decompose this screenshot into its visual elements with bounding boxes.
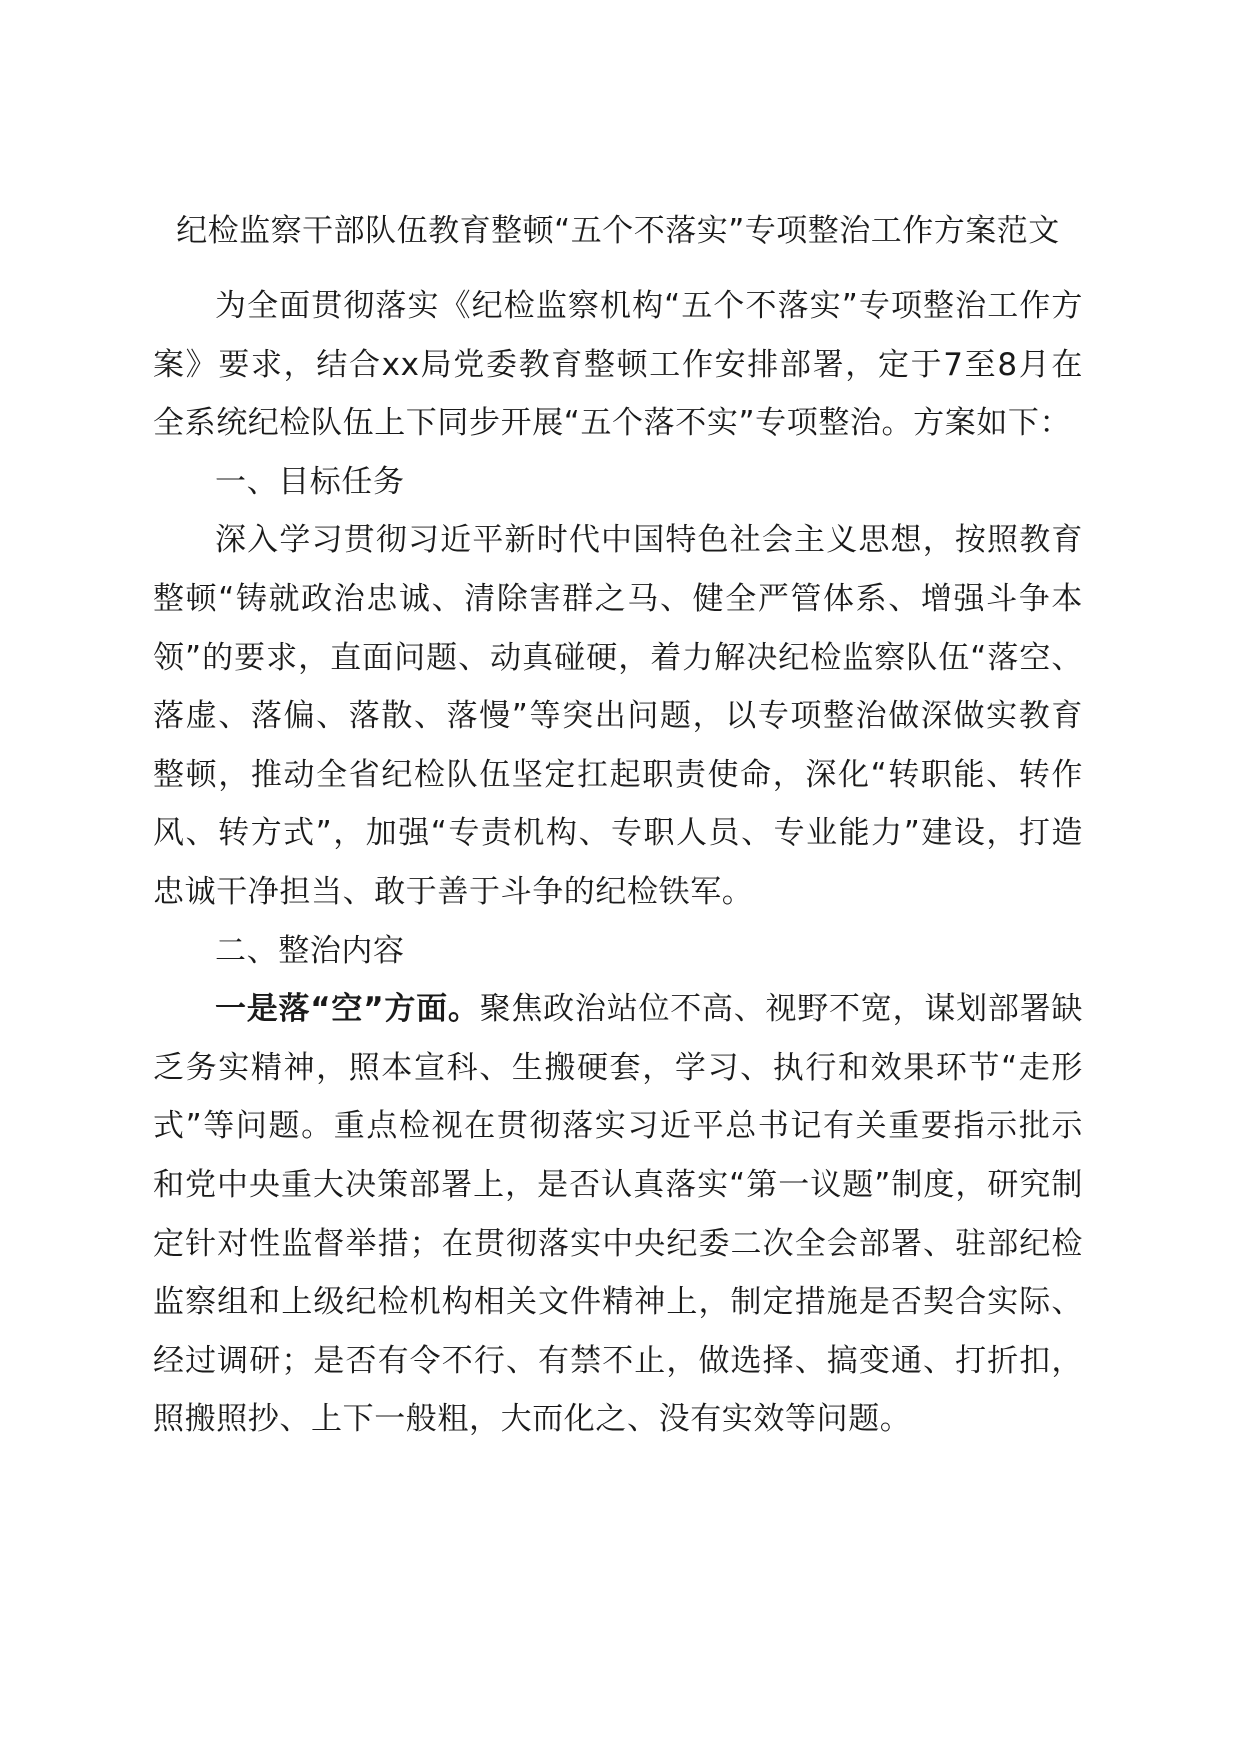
section-content-item-1 [153,980,1083,1449]
section-heading-content: 二、整治内容 [215,932,405,969]
section-goals-paragraph: 深入学习贯彻习近平新时代中国特色社会主义思想，按照教育整顿“铸就政治忠诚、清除害群之马、健全严管体系、增强斗争本领”的要求，直面问题、动真碰硬，着力解决纪检监察队伍“落空、落虚、落偏、落散、落慢”等突出问题，以专项整治做深做实教育整顿，推动全省纪检队伍坚定扛起职责使命，深化“转职能、转作风、转方式”，加强“专责机构、专职人员、专业能力”建设，打造忠诚干净担当、敢于善于斗争的纪检铁军。 [153,522,1083,910]
item-1-lead: 一是落“空”方面。 [215,991,480,1028]
document-page [153,205,1083,1449]
intro-paragraph: 为全面贯彻落实《纪检监察机构“五个不落实”专项整治工作方案》要求，结合xx局党委教育整顿工作安排部署，定于7至8月在全系统纪检队伍上下同步开展“五个落不实”专项整治。方案如下： [153,288,1083,442]
section-heading-goals: 一、目标任务 [215,463,405,500]
item-1-body: 聚焦政治站位不高、视野不宽，谋划部署缺乏务实精神，照本宣科、生搬硬套，学习、执行和效果环节“走形式”等问题。重点检视在贯彻落实习近平总书记有关重要指示批示和党中央重大决策部署上，是否认真落实“第一议题”制度，研究制定针对性监督举措；在贯彻落实中央纪委二次全会部署、驻部纪检监察组和上级纪检机构相关文件精神上，制定措施是否契合实际、经过调研；是否有令不行、有禁不止，做选择、搞变通、打折扣，照搬照抄、上下一般粗，大而化之、没有实效等问题。 [153,991,1083,1438]
document-title: 纪检监察干部队伍教育整顿“五个不落实”专项整治工作方案范文 [176,213,1060,249]
